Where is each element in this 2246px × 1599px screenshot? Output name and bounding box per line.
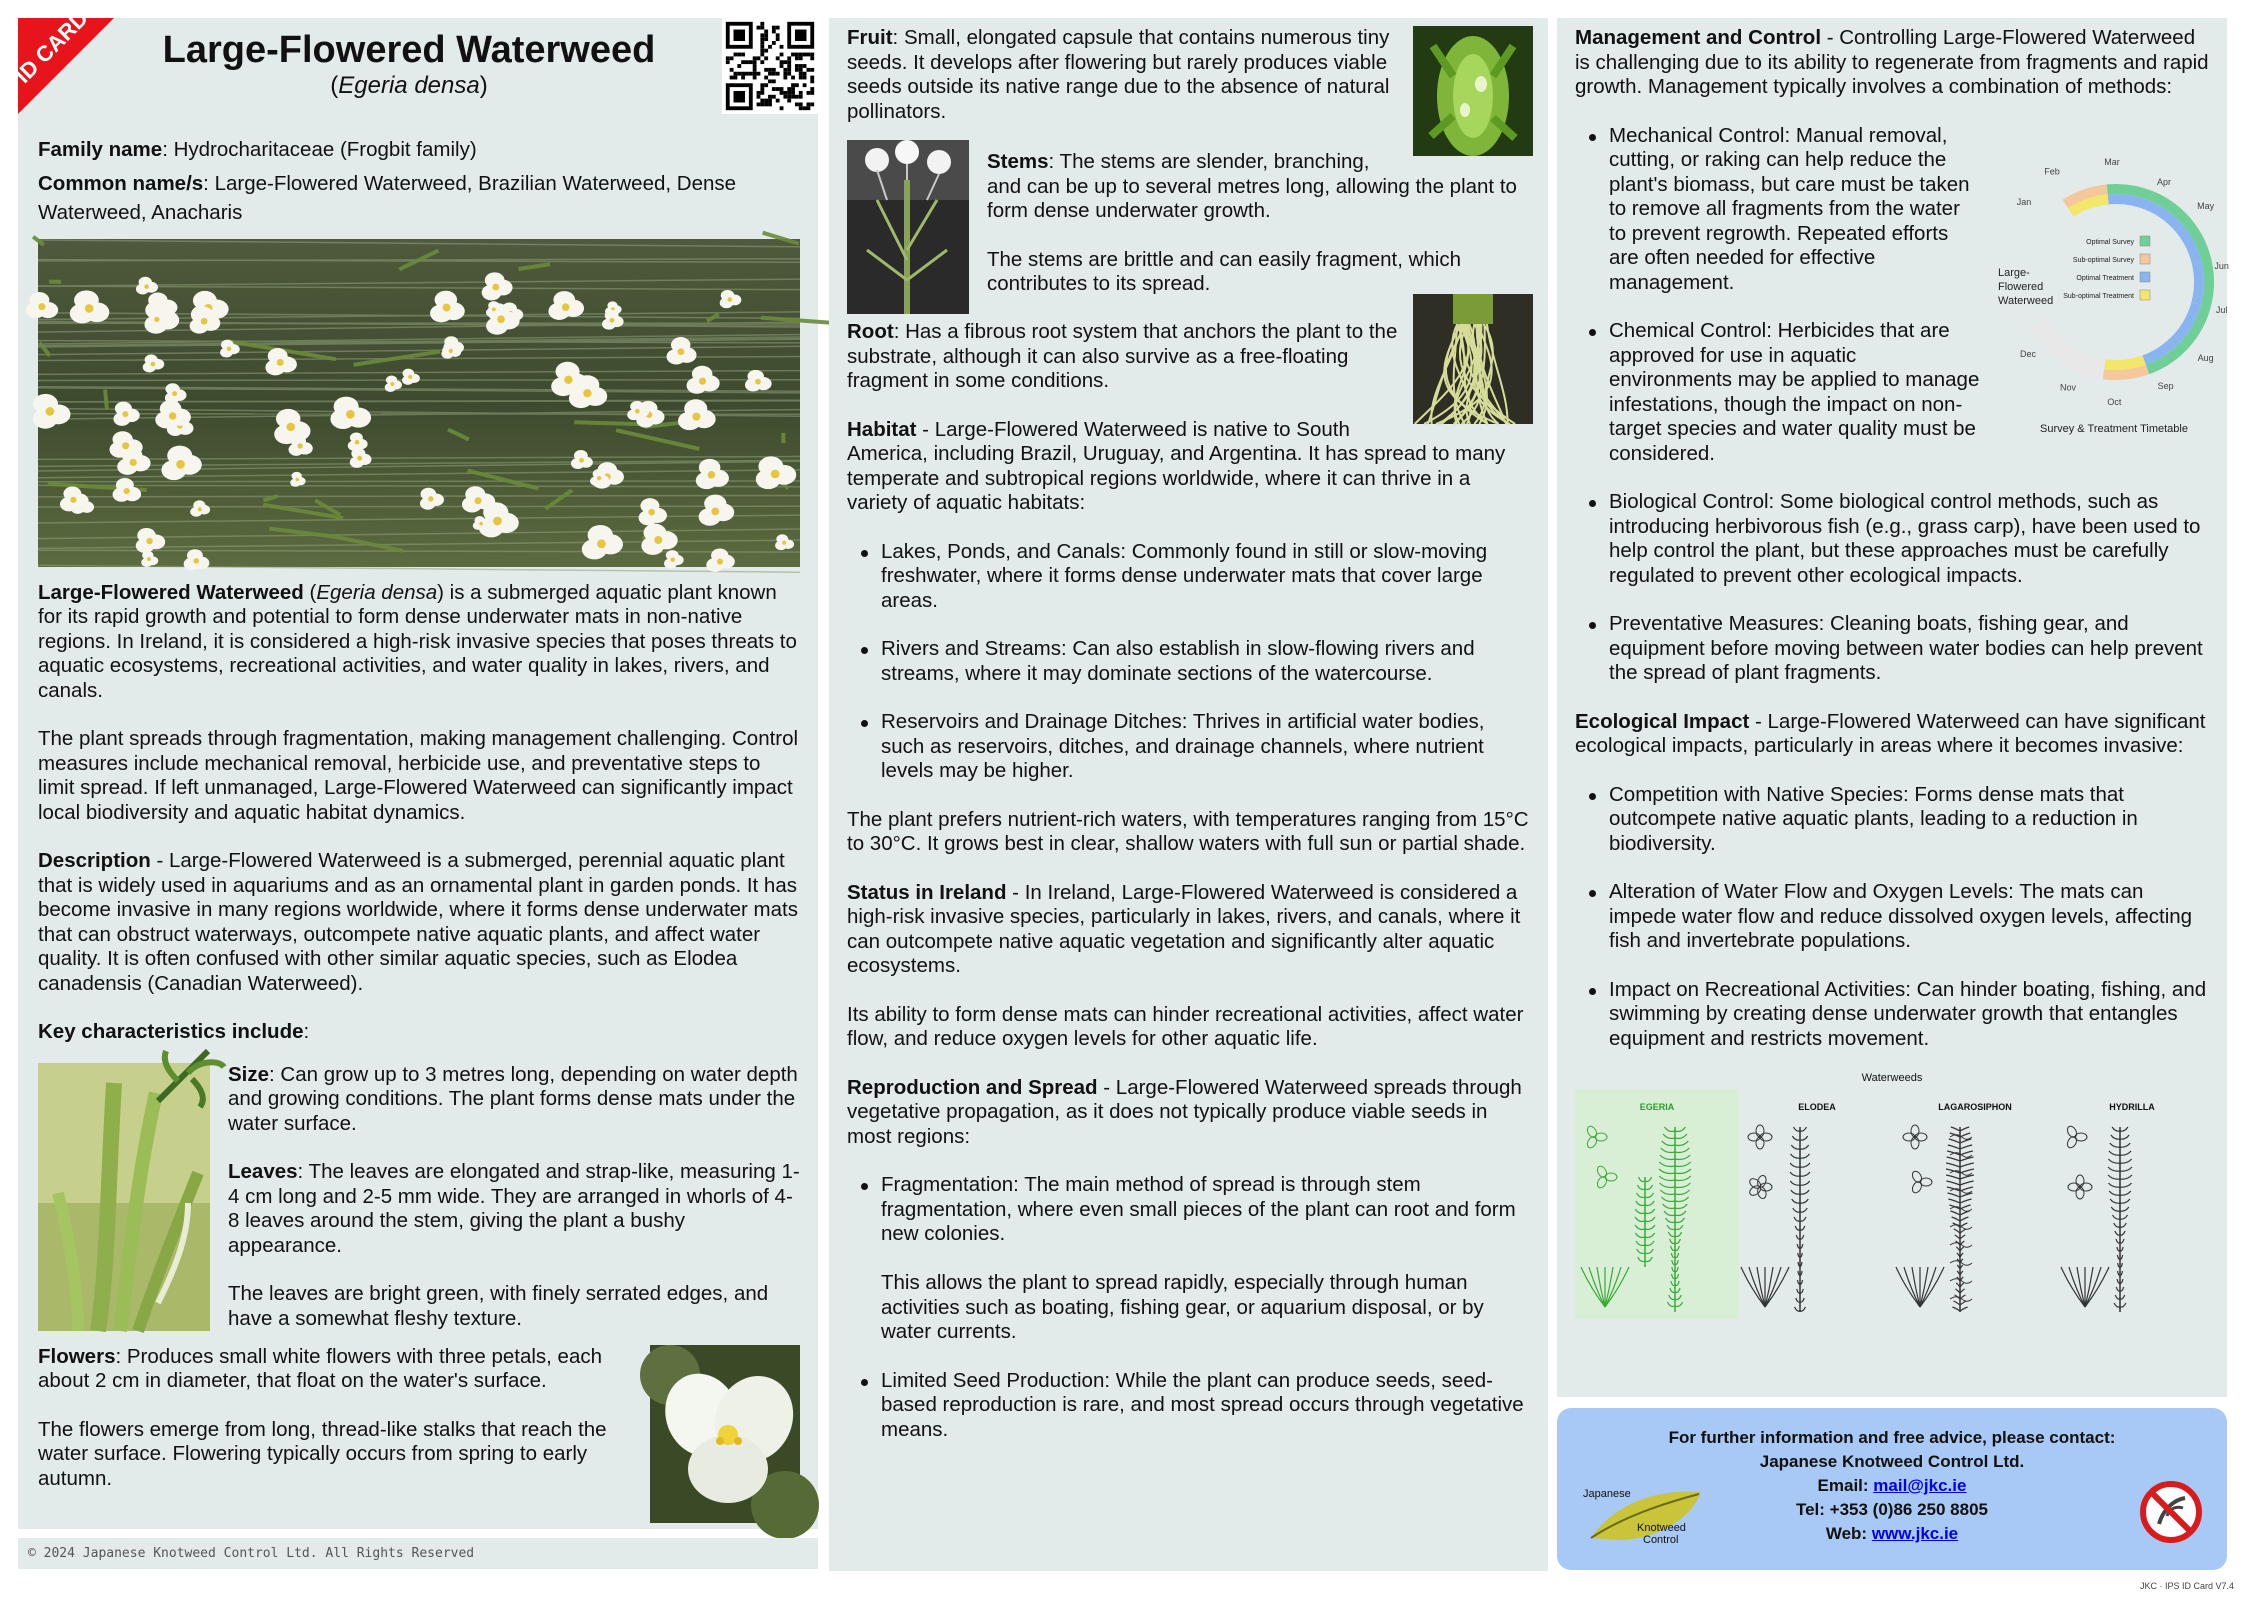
month-label: Oct: [2107, 397, 2122, 407]
month-label: Sep: [2158, 381, 2174, 391]
status-paragraph: Status in Ireland - In Ireland, Large-Flowered Waterweed is considered a high-risk invasive species, particularly in lakes, rivers, and canals, where it can outcompete native aquatic vegetation and significantly alter aquatic ecosystems.: [847, 881, 1533, 979]
id-card-badge: ID CARD: [10, 5, 93, 88]
flowers-paragraph-2: The flowers emerge from long, thread-like stalks that reach the water surface. Flowering typically occurs from spring to early autumn.: [38, 1418, 800, 1492]
list-item: Mechanical Control: Manual removal, cutting, or raking can help reduce the plant's biomass, but care must be taken to remove all fragments from the water to prevent regrowth. Repeated efforts are often needed for effective management.: [1575, 124, 2215, 296]
family-name: Family name: Hydrocharitaceae (Frogbit family): [38, 138, 800, 163]
contact-email: Email: mail@jkc.ie: [1557, 1474, 2227, 1498]
web-link[interactable]: www.jkc.ie: [1872, 1524, 1958, 1543]
list-item: Limited Seed Production: While the plant can produce seeds, seed-based reproduction is rare, and most spread occurs through vegetative means.: [847, 1369, 1533, 1443]
stems-section: [847, 140, 1533, 320]
month-label: May: [2197, 201, 2215, 211]
card-header: [18, 18, 818, 114]
elodea-label: ELODEA: [1739, 1095, 1895, 1120]
habitat-paragraph: Habitat - Large-Flowered Waterweed is native to South America, including Brazil, Uruguay, and Argentina. It has spread to many temperate and subtropical regions worldwide, where it can thrive in a variety of aquatic habitats:: [847, 418, 1533, 516]
contact-box: [1557, 1408, 2227, 1570]
fruit-section: [847, 26, 1533, 124]
leaves-paragraph: Leaves: The leaves are elongated and strap-like, measuring 1-4 cm long and 2-5 mm wide. They are arranged in whorls of 4-8 leaves around the stem, giving the plant a bushy appearance.: [38, 1160, 800, 1258]
root-paragraph: Root: Has a fibrous root system that anchors the plant to the substrate, although it can also survive as a free-floating fragment in some conditions.: [847, 320, 1533, 394]
management-paragraph: Management and Control - Controlling Large-Flowered Waterweed is challenging due to its ability to regenerate from fragments and rapid growth. Management typically involves a combination of methods:: [1575, 26, 2215, 100]
company-name: Japanese Knotweed Control Ltd.: [1557, 1450, 2227, 1474]
legend-label: Optimal Treatment: [2076, 275, 2134, 282]
fruit-capsule-photo: [1413, 26, 1533, 156]
logo-word-knotweed: Knotweed: [1637, 1522, 1686, 1534]
intro-paragraph: Large-Flowered Waterweed (Egeria densa) is a submerged aquatic plant known for its rapid growth and potential to form dense underwater mats in non-native regions. In Ireland, it is considered a high-risk invasive species that poses threats to aquatic ecosystems, recreational activities, and water quality in lakes, rivers, and canals.: [38, 581, 800, 704]
list-item: Biological Control: Some biological control methods, such as introducing herbivorous fish (e.g., grass carp), have been used to help control the plant, but these approaches must be carefully regulated to prevent other ecological impacts.: [1575, 490, 2215, 588]
month-label: Dec: [2020, 349, 2037, 359]
description-paragraph: Description - Large-Flowered Waterweed is a submerged, perennial aquatic plant that is widely used in aquariums and as an ornamental plant in garden ponds. It has become invasive in many regions worldwide, where it forms dense underwater mats that can obstruct waterways, outcompete native aquatic plants, and affect water quality. It is often confused with other similar aquatic species, such as Elodea canadensis (Canadian Waterweed).: [38, 849, 800, 996]
logo-word-control: Control: [1643, 1534, 1678, 1546]
right-column: [1557, 18, 2227, 1397]
white-flower-photo: [650, 1345, 800, 1523]
stems-paragraph: Stems: The stems are slender, branching, and can be up to several metres long, allowing the plant to form dense underwater growth.: [847, 140, 1533, 224]
flowers-section: [38, 1345, 800, 1529]
legend-label: Sub-optimal Survey: [2073, 257, 2135, 264]
list-item: Reservoirs and Drainage Ditches: Thrives in artificial water bodies, such as reservoirs, ditches, and drainage channels, where nutrient levels may be higher.: [847, 710, 1533, 784]
waterweeds-comparison: [1575, 1071, 2209, 1319]
size-leaves-section: [38, 1063, 800, 1337]
hydrilla-label: HYDRILLA: [2055, 1095, 2209, 1120]
list-item: Chemical Control: Herbicides that are approved for use in aquatic environments may be applied to manage infestations, though the impact on non-target species and water quality must be considered.: [1575, 319, 2215, 466]
month-label: Jan: [2017, 197, 2032, 207]
spread-paragraph: The plant spreads through fragmentation, making management challenging. Control measures include mechanical removal, herbicide use, and preventative steps to limit spread. If left unmanaged, Large-Flowered Waterweed can significantly impact local biodiversity and aquatic habitat dynamics.: [38, 727, 800, 825]
list-item: Impact on Recreational Activities: Can hinder boating, fishing, and swimming by creating dense underwater growth that entangles equipment and restricts movement.: [1575, 978, 2215, 1052]
size-paragraph: Size: Can grow up to 3 metres long, depending on water depth and growing conditions. The plant forms dense mats under the water surface.: [38, 1063, 800, 1137]
logo-word-japanese: Japanese: [1583, 1488, 1631, 1500]
egeria-label: EGERIA: [1575, 1095, 1739, 1120]
no-invasive-plant-icon: [2139, 1480, 2203, 1544]
month-label: Apr: [2157, 177, 2171, 187]
leaves-paragraph-2: The leaves are bright green, with finely serrated edges, and have a somewhat fleshy texture.: [38, 1282, 800, 1331]
month-label: Nov: [2060, 382, 2077, 392]
fruit-paragraph: Fruit: Small, elongated capsule that contains numerous tiny seeds. It develops after flowering but rarely produces viable seeds outside its native range due to the absence of natural pollinators.: [847, 26, 1533, 124]
jkc-logo: [1581, 1478, 1711, 1548]
legend-label: Sub-optimal Treatment: [2063, 293, 2134, 300]
list-item: Alteration of Water Flow and Oxygen Levels: The mats can impede water flow and reduce dissolved oxygen levels, affecting fish and invertebrate populations.: [1575, 880, 2215, 954]
contact-web: Web: www.jkc.ie: [1557, 1522, 2227, 1546]
stems-paragraph-2: The stems are brittle and can easily fragment, which contributes to its spread.: [847, 248, 1533, 297]
list-item: Competition with Native Species: Forms dense mats that outcompete native aquatic plants, leading to a reduction in biodiversity.: [1575, 783, 2215, 857]
list-item: Rivers and Streams: Can also establish in slow-flowing rivers and streams, where it may dominate sections of the watercourse.: [847, 637, 1533, 686]
qr-code-icon[interactable]: [722, 18, 818, 114]
chart-caption: Survey & Treatment Timetable: [2040, 423, 2188, 435]
reproduction-paragraph: Reproduction and Spread - Large-Flowered Waterweed spreads through vegetative propagation, as it does not typically produce viable seeds in most regions:: [847, 1076, 1533, 1150]
list-item: Lakes, Ponds, and Canals: Commonly found in still or slow-moving freshwater, where it forms dense underwater mats that cover large areas.: [847, 540, 1533, 614]
reproduction-list: [847, 1173, 1533, 1442]
chart-center-label: Waterweed: [1998, 295, 2053, 307]
scientific-name: (Egeria densa): [114, 72, 704, 100]
management-list: [1575, 124, 2215, 686]
version-label: JKC · IPS ID Card V7.4: [2140, 1574, 2234, 1599]
list-item: Preventative Measures: Cleaning boats, fishing gear, and equipment before moving between water bodies can help prevent the spread of plant fragments.: [1575, 612, 2215, 686]
month-label: Jun: [2214, 261, 2229, 271]
habitat-list: [847, 540, 1533, 784]
month-label: Aug: [2198, 353, 2214, 363]
waterweed-drawings: [1575, 1107, 2209, 1319]
roots-photo: [1413, 294, 1533, 424]
ecological-paragraph: Ecological Impact - Large-Flowered Waterweed can have significant ecological impacts, particularly in areas where it becomes invasive:: [1575, 710, 2215, 759]
contact-phone: Tel: +353 (0)86 250 8805: [1557, 1498, 2227, 1522]
email-link[interactable]: mail@jkc.ie: [1873, 1476, 1966, 1495]
chart-center-label: Flowered: [1998, 281, 2043, 293]
lagarosiphon-label: LAGAROSIPHON: [1895, 1095, 2055, 1120]
chart-center-label: Large-: [1998, 267, 2030, 279]
flowers-paragraph: Flowers: Produces small white flowers with three petals, each about 2 cm in diameter, that float on the water's surface.: [38, 1345, 800, 1394]
list-item: Fragmentation: The main method of spread is through stem fragmentation, where even small pieces of the plant can root and form new colonies. This allows the plant to spread rapidly, especially through human activities such as boating, fishing gear, or aquarium disposal, or by water currents.: [847, 1173, 1533, 1345]
left-column: [18, 18, 818, 1529]
waterweeds-title: Waterweeds: [1575, 1071, 2209, 1085]
month-label: Jul: [2216, 305, 2228, 315]
left-column-body: [38, 138, 800, 1529]
stems-photo: [847, 140, 969, 314]
management-section: [1575, 124, 2215, 686]
key-characteristics-heading: Key characteristics include:: [38, 1020, 800, 1045]
copyright-notice: © 2024 Japanese Knotweed Control Ltd. All Rights Reserved: [18, 1538, 818, 1569]
root-section: [847, 320, 1533, 394]
contact-intro: For further information and free advice, please contact:: [1557, 1426, 2227, 1450]
month-label: Feb: [2044, 166, 2060, 176]
id-card-ribbon: [18, 18, 114, 114]
month-label: Mar: [2104, 157, 2120, 167]
middle-column: [829, 18, 1548, 1571]
ecological-list: [1575, 783, 2215, 1052]
sprig-icon: [148, 1041, 228, 1111]
page-title: Large-Flowered Waterweed: [114, 28, 704, 72]
habitat-conditions: The plant prefers nutrient-rich waters, with temperatures ranging from 15°C to 30°C. It grows best in clear, shallow waters with full sun or partial shade.: [847, 808, 1533, 857]
legend-label: Optimal Survey: [2086, 239, 2134, 246]
common-names: Common name/s: Large-Flowered Waterweed, Brazilian Waterweed, Dense Waterweed, Anacharis: [38, 169, 800, 227]
status-paragraph-2: Its ability to form dense mats can hinder recreational activities, affect water flow, and reduce oxygen levels for other aquatic life.: [847, 1003, 1533, 1052]
flowers-on-water-photo: [38, 239, 800, 567]
